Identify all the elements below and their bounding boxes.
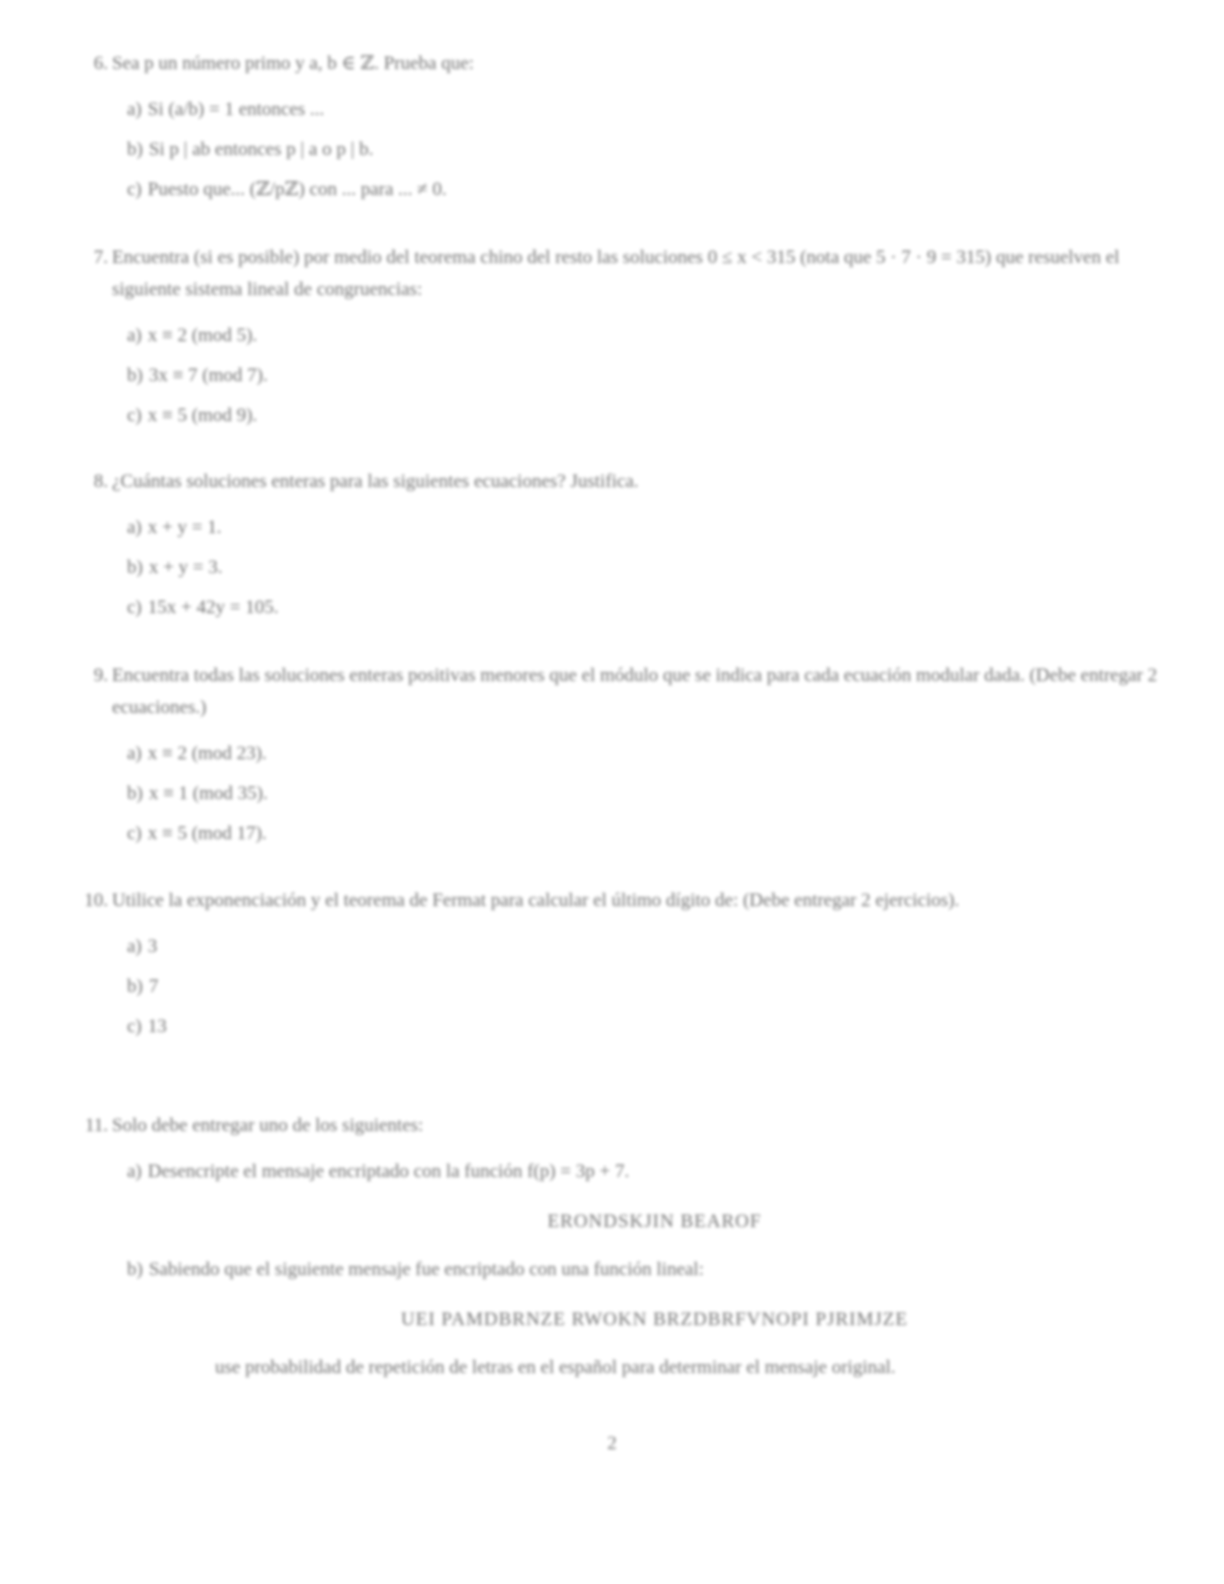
problem-9: [72, 660, 1182, 858]
part-b: b) 7: [127, 976, 159, 997]
problem-parts: [127, 931, 1182, 1051]
part-b: b) Sabiendo que el siguiente mensaje fue encriptado con una función lineal:: [127, 1259, 704, 1280]
problem-statement: Encuentra todas las soluciones enteras positivas menores que el módulo que se indica para cada ecuación modular dada. (Debe entregar 2 ecuaciones.): [112, 665, 1158, 718]
part-a: a) 3: [127, 936, 158, 957]
part-a: a) Desencripte el mensaje encriptado con la función f(p) = 3p + 7.: [127, 1161, 630, 1182]
problem-11: [72, 1110, 1182, 1384]
problem-6: [72, 48, 1182, 214]
part-b: b) x + y = 3.: [127, 557, 223, 578]
cipher-text-b: UEI PAMDBRNZE RWOKN BRZDBRFVNOPI PJRIMJZE: [401, 1309, 908, 1330]
problem-10: [72, 885, 1182, 1051]
problem-parts: [127, 94, 1182, 214]
problem-8: [72, 466, 1182, 632]
part-a: a) x ≡ 2 (mod 5).: [127, 325, 258, 346]
problem-statement: Solo debe entregar uno de los siguientes:: [112, 1115, 424, 1136]
part-a: a) Si (a/b) = 1 entonces ...: [127, 99, 325, 120]
problem-parts: [127, 512, 1182, 632]
part-b: b) Si p | ab entonces p | a o p | b.: [127, 139, 374, 160]
problem-number: 6.: [93, 53, 108, 74]
problem-number: 8.: [93, 471, 108, 492]
part-c: c) Puesto que... (ℤ/pℤ) con ... para ... ≠ 0.: [127, 179, 447, 200]
problem-parts: [127, 738, 1182, 858]
problem-statement: ¿Cuántas soluciones enteras para las siguientes ecuaciones? Justifica.: [112, 471, 639, 492]
closing-text: use probabilidad de repetición de letras en el español para determinar el mensaje original.: [215, 1357, 896, 1378]
problem-number: 11.: [84, 1115, 108, 1136]
problem-parts: [127, 1156, 1182, 1384]
part-b: b) 3x ≡ 7 (mod 7).: [127, 365, 268, 386]
part-a: a) x ≡ 2 (mod 23).: [127, 743, 267, 764]
problem-statement: Encuentra (si es posible) por medio del teorema chino del resto las soluciones 0 ≤ x < 315 (nota que 5 · 7 · 9 = 315) que resuelven el siguiente sistema lineal de congruencias:: [112, 247, 1120, 300]
part-b: b) x ≡ 1 (mod 35).: [127, 783, 268, 804]
problem-number: 7.: [93, 247, 108, 268]
cipher-text-a: ERONDSKJIN BEAROF: [547, 1211, 762, 1232]
problem-statement: Utilice la exponenciación y el teorema de Fermat para calcular el último dígito de: (Debe entregar 2 ejercicios).: [112, 890, 960, 911]
part-c: c) 13: [127, 1016, 167, 1037]
part-c: c) x ≡ 5 (mod 17).: [127, 823, 267, 844]
page-number: 2: [607, 1433, 617, 1454]
part-c: c) 15x + 42y = 105.: [127, 597, 279, 618]
problem-number: 10.: [84, 890, 108, 911]
problem-number: 9.: [93, 665, 108, 686]
part-c: c) x ≡ 5 (mod 9).: [127, 405, 258, 426]
problem-statement: Sea p un número primo y a, b ∈ ℤ. Prueba que:: [112, 53, 474, 74]
problem-7: [72, 242, 1182, 440]
part-a: a) x + y = 1.: [127, 517, 222, 538]
problem-parts: [127, 320, 1182, 440]
